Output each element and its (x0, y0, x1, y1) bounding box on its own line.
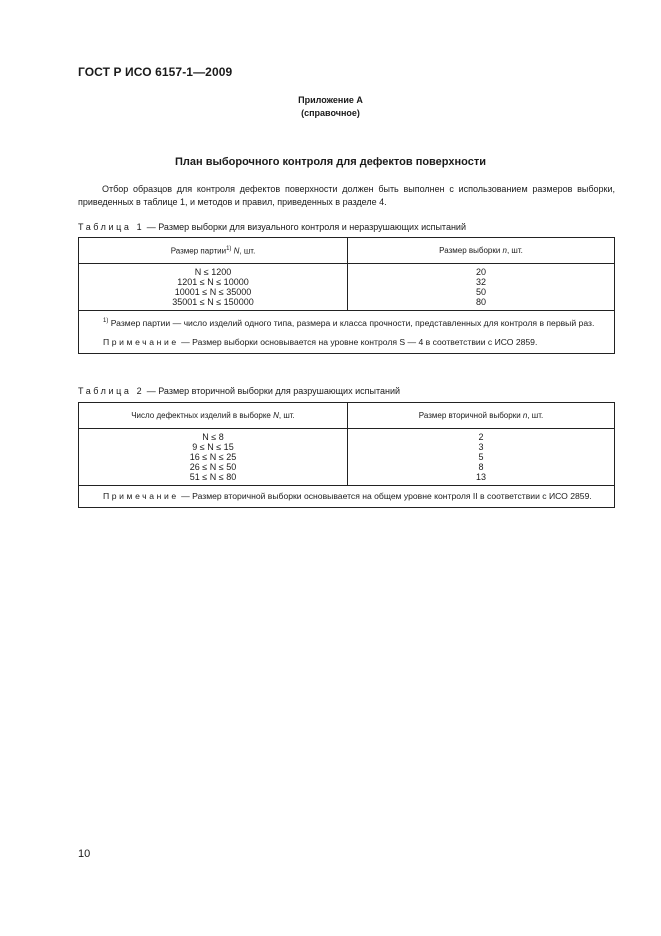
table1 (78, 237, 615, 354)
table1-lot-sizes (79, 264, 348, 311)
table-cell: 16 ≤ N ≤ 25 (189, 452, 237, 462)
table1-header-row (79, 238, 615, 264)
table2-sample-sizes (348, 429, 615, 486)
table1-col2-header-unit: , шт. (506, 246, 523, 255)
section-title: План выборочного контроля для дефектов поверхности (175, 156, 486, 168)
table1-sample-sizes (348, 264, 615, 311)
table-cell: 13 (475, 472, 486, 482)
table1-notes (79, 311, 615, 354)
table2-col2-header-unit: , шт. (527, 411, 544, 420)
table2-header-row (79, 403, 615, 429)
table1-note (85, 336, 608, 349)
table2-col2-header-text: Размер вторичной выборки (418, 411, 523, 420)
table2-col1-header-var: N (273, 411, 279, 420)
table1-footnote (85, 315, 608, 330)
table2-defect-counts (79, 429, 348, 486)
table2-caption (78, 386, 400, 396)
table2 (78, 402, 615, 508)
table-cell: 3 (478, 442, 484, 452)
table2-col1-header (79, 403, 348, 429)
table2-col1-header-unit: , шт. (278, 411, 295, 420)
table2-note-row (79, 486, 615, 508)
table1-note-row (79, 311, 615, 354)
note-label: Примечание (103, 491, 179, 501)
appendix-subtitle: (справочное) (301, 108, 360, 118)
note-label: Примечание (103, 336, 179, 347)
table2-caption-label: Таблица 2 (78, 386, 145, 396)
table1-col1-header-sup: 1) (226, 245, 232, 252)
table1-col1-header-var: N (231, 246, 240, 256)
table-cell: 8 (478, 462, 484, 472)
page-number: 10 (78, 848, 91, 860)
table2-caption-text: — Размер вторичной выборки для разрушающих испытаний (144, 386, 400, 396)
table-cell: 2 (478, 432, 484, 442)
table2-notes (79, 486, 615, 508)
document-code: ГОСТ Р ИСО 6157-1—2009 (78, 65, 233, 79)
table1-col1-header (79, 238, 348, 264)
table-cell: 32 (475, 277, 486, 287)
table-cell: 51 ≤ N ≤ 80 (189, 472, 237, 482)
table1-col1-header-text: Размер партии (170, 246, 227, 256)
footnote-mark: 1) (103, 318, 109, 324)
table-cell: 26 ≤ N ≤ 50 (189, 462, 237, 472)
table-cell: N ≤ 8 (202, 432, 224, 442)
table1-col1-header-unit: , шт. (239, 246, 256, 256)
appendix-title: Приложение А (298, 95, 363, 105)
table2-col1-header-text: Число дефектных изделий в выборке (131, 411, 274, 420)
table1-caption-text: — Размер выборки для визуального контроля и неразрушающих испытаний (144, 222, 466, 232)
note-text: — Размер выборки основывается на уровне контроля S — 4 в соответствии с ИСО 2859. (178, 336, 538, 347)
footnote-text: Размер партии — число изделий одного типа, размера и класса прочности, представленных для контроля в первый раз. (108, 317, 595, 328)
table-cell: 10001 ≤ N ≤ 35000 (174, 287, 252, 297)
table1-caption-label: Таблица 1 (78, 222, 145, 232)
table2-note (85, 490, 608, 503)
table1-col2-header (348, 238, 615, 264)
note-text: — Размер вторичной выборки основывается на общем уровне контроля II в соответствии с ИСО 2859. (178, 491, 592, 501)
table1-caption (78, 222, 466, 232)
table1-col2-header-var: n (502, 246, 507, 255)
table-cell: 20 (475, 267, 486, 277)
table1-body-row (79, 264, 615, 311)
table1-col2-header-text: Размер выборки (439, 246, 503, 255)
table-cell: 80 (475, 297, 486, 307)
body-paragraph: Отбор образцов для контроля дефектов поверхности должен быть выполнен с использованием размеров выборки, приведенных в таблице 1, и методов и правил, приведенных в разделе 4. (78, 184, 615, 207)
table-cell: 35001 ≤ N ≤ 150000 (172, 297, 254, 307)
table2-col2-header (348, 403, 615, 429)
table-cell: 50 (475, 287, 486, 297)
table-cell: N ≤ 1200 (194, 267, 232, 277)
table2-col2-header-var: n (522, 411, 528, 420)
table-cell: 1201 ≤ N ≤ 10000 (177, 277, 249, 287)
table-cell: 5 (478, 452, 484, 462)
table-cell: 9 ≤ N ≤ 15 (192, 442, 234, 452)
table2-body-row (79, 429, 615, 486)
